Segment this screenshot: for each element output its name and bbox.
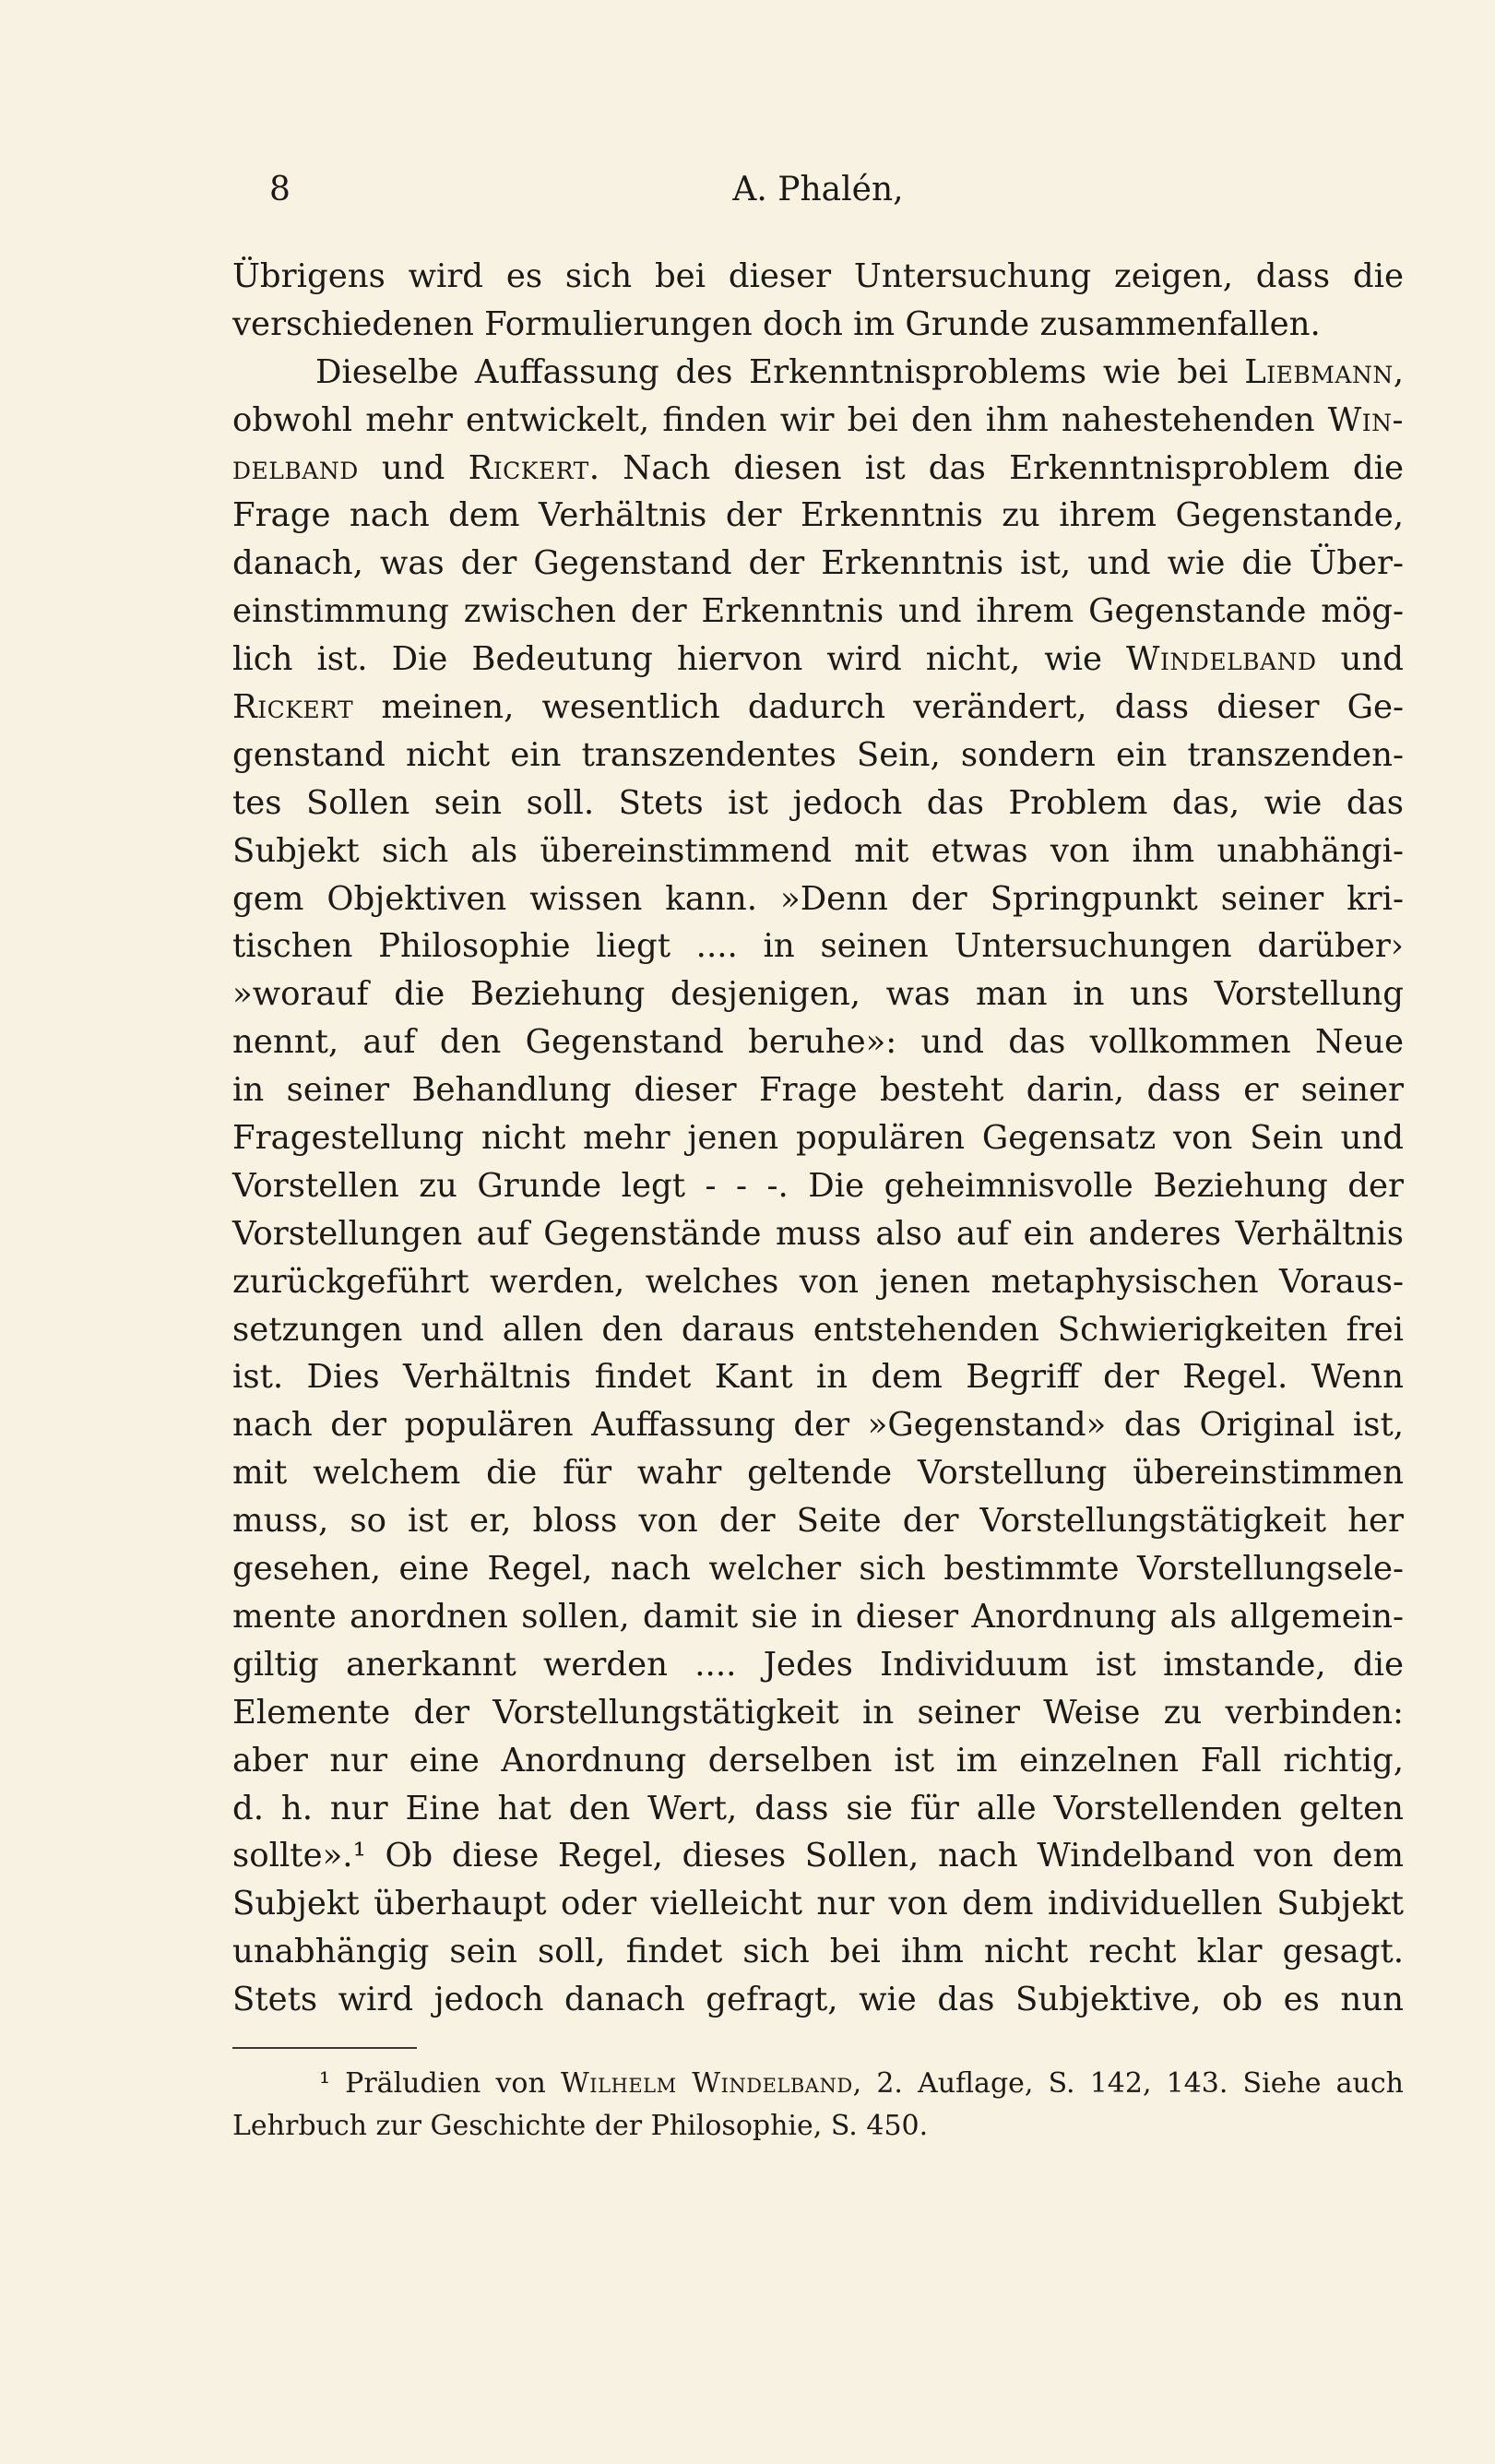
text-line [232,780,1404,827]
small-caps-name: Wilhelm Windelband [560,2067,853,2100]
text-line [232,1497,1404,1545]
text-run: sollte».¹ Ob diese Regel, dieses Sollen, nach Windelband von dem [232,1837,1404,1875]
text-line [232,588,1404,636]
small-caps-name: Liebmann [1244,352,1394,391]
text-run: Stets wird jedoch danach gefragt, wie das Subjektive, ob es nun [232,1981,1404,2019]
small-caps-name: Win- [1327,400,1404,439]
text-line [232,1928,1404,1976]
text-run: lich ist. Die Bedeutung hiervon wird nicht, wie [232,640,1127,679]
text-line [232,1641,1404,1689]
text-line [232,923,1404,970]
text-run: setzungen und allen den daraus entstehenden Schwierigkeiten frei [232,1310,1404,1349]
text-run: »worauf die Beziehung desjenigen, was man in uns Vorstellung [232,975,1404,1014]
text-line [232,1306,1404,1354]
text-run: aber nur eine Anordnung derselben ist im einzelnen Fall richtig, [232,1741,1404,1780]
page-header [232,162,1404,218]
running-head: A. Phalén, [732,171,904,208]
text-run: und [358,448,469,487]
text-run: Dieselbe Auffassung des Erkenntnisproblems wie bei [315,352,1245,391]
text-run: Vorstellungen auf Gegenstände muss also auf ein anderes Verhältnis [232,1214,1404,1253]
text-line [232,1114,1404,1162]
text-line [232,1353,1404,1401]
text-run: mit welchem die für wahr geltende Vorstellung übereinstimmen [232,1454,1404,1493]
text-run: giltig anerkannt werden .... Jedes Individuum ist imstande, die [232,1645,1404,1684]
footnotes [232,2063,1404,2148]
text-run: gesehen, eine Regel, nach welcher sich bestimmte Vorstellungsele- [232,1550,1404,1589]
text-run: unabhängig sein soll, findet sich bei ihm nicht recht klar gesagt. [232,1933,1404,1971]
text-line [232,1162,1404,1210]
text-run: , [1393,352,1404,391]
text-run: genstand nicht ein transzendentes Sein, sondern ein transzenden- [232,735,1404,774]
footnote-rule [232,2047,417,2049]
text-run: Elemente der Vorstellungstätigkeit in seiner Weise zu verbinden: [232,1693,1404,1732]
text-run: Vorstellen zu Grunde legt - - -. Die geheimnisvolle Beziehung der [232,1166,1404,1205]
text-run: Übrigens wird es sich bei dieser Untersuchung zeigen, dass die [232,257,1404,295]
text-line [232,349,1404,397]
text-line [232,1880,1404,1928]
text-line [232,1545,1404,1593]
text-line [232,1018,1404,1066]
text-line [232,1258,1404,1306]
text-line [232,253,1404,301]
text-line [232,1976,1404,2024]
text-run: gem Objektiven wissen kann. »Denn der Springpunkt seiner kri- [232,879,1404,918]
text-line [232,827,1404,875]
text-run: zurückgeführt werden, welches von jenen metaphysischen Voraus- [232,1262,1404,1301]
text-line [232,540,1404,588]
text-run: , 2. Auflage, S. 142, 143. Siehe auch [852,2067,1404,2100]
text-line [232,1210,1404,1258]
page-number: 8 [269,171,291,208]
text-line [232,636,1404,684]
small-caps-name: Windelband [1126,640,1317,679]
text-line [232,301,1404,349]
text-line [232,445,1404,493]
text-run: tischen Philosophie liegt .... in seinen Untersuchungen darüber› [232,927,1404,966]
text-line [232,397,1404,445]
text-line [232,684,1404,732]
text-run: in seiner Behandlung dieser Frage besteht darin, dass er seiner [232,1071,1404,1110]
text-run: meinen, wesentlich dadurch verändert, dass dieser Ge- [353,688,1404,727]
text-run: muss, so ist er, bloss von der Seite der Vorstellungstätigkeit her [232,1502,1404,1541]
small-caps-name: Rickert [468,448,589,487]
small-caps-name: delband [232,448,359,487]
text-run: ¹ Präludien von [319,2067,561,2100]
text-run: Fragestellung nicht mehr jenen populären Gegensatz von Sein und [232,1119,1404,1158]
footnote-line [232,2105,1404,2148]
text-line [232,1689,1404,1737]
text-line [232,1066,1404,1114]
text-line [232,1737,1404,1785]
body-text [232,253,1404,2024]
text-run: Subjekt überhaupt oder vielleicht nur von dem individuellen Subjekt [232,1885,1404,1923]
text-line [232,1401,1404,1449]
text-run: Subjekt sich als übereinstimmend mit etwas von ihm unabhängi- [232,831,1404,870]
text-line [232,1832,1404,1880]
text-run: mente anordnen sollen, damit sie in dieser Anordnung als allgemein- [232,1597,1404,1636]
text-run: verschiedenen Formulierungen doch im Grunde zusammenfallen. [232,304,1321,343]
text-line [232,732,1404,780]
text-run: . Nach diesen ist das Erkenntnisproblem die [588,448,1405,487]
text-line [232,492,1404,540]
text-run: nach der populären Auffassung der »Gegenstand» das Original ist, [232,1406,1404,1445]
text-run: ist. Dies Verhältnis findet Kant in dem Begriff der Regel. Wenn [232,1358,1404,1397]
small-caps-name: Rickert [232,688,354,727]
text-line [232,1449,1404,1497]
text-line [232,1593,1404,1641]
text-run: tes Sollen sein soll. Stets ist jedoch das Problem das, wie das [232,783,1404,822]
text-run: einstimmung zwischen der Erkenntnis und ihrem Gegenstande mög- [232,592,1404,631]
text-run: Frage nach dem Verhältnis der Erkenntnis zu ihrem Gegenstande, [232,496,1404,535]
text-run: d. h. nur Eine hat den Wert, dass sie für alle Vorstellenden gelten [232,1789,1404,1827]
text-run: danach, was der Gegenstand der Erkenntnis ist, und wie die Über- [232,544,1404,583]
text-run: Lehrbuch zur Geschichte der Philosophie, S. 450. [232,2110,929,2142]
text-run: obwohl mehr entwickelt, finden wir bei den ihm nahestehenden [232,400,1328,439]
text-line [232,875,1404,923]
text-run: nennt, auf den Gegenstand beruhe»: und das vollkommen Neue [232,1023,1404,1062]
text-line [232,970,1404,1018]
text-run: und [1316,640,1404,679]
text-line [232,1785,1404,1833]
footnote-line [232,2063,1404,2105]
